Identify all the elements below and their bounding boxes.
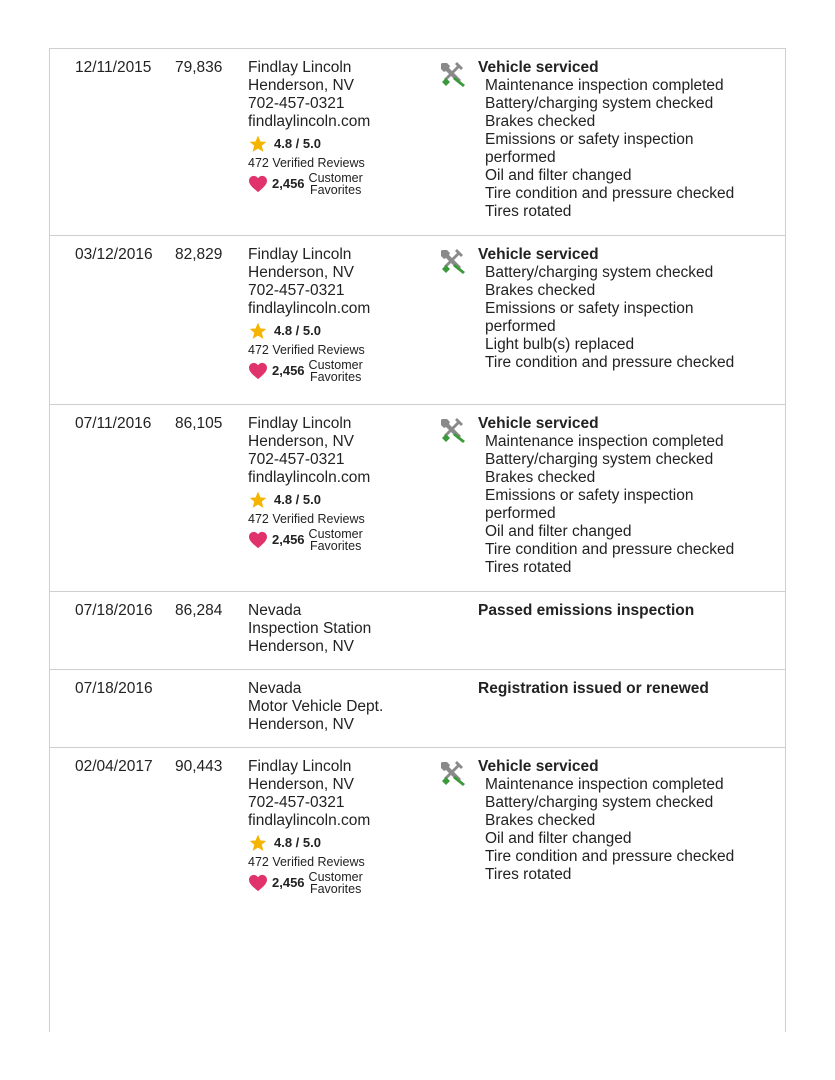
record-mileage: 86,284	[175, 602, 223, 619]
customer-favorites	[248, 871, 423, 895]
favorites-label-line: Customer	[308, 527, 363, 541]
record-detail-item: Emissions or safety inspection	[485, 300, 694, 317]
rating	[248, 135, 423, 153]
wrench-screwdriver-icon	[437, 415, 467, 445]
source-line: Nevada	[248, 602, 302, 619]
source-line: Henderson, NV	[248, 433, 354, 450]
record-row	[50, 405, 785, 592]
record-row	[50, 236, 785, 405]
rating-value: 4.8 / 5.0	[274, 835, 321, 850]
favorites-label-line: Favorites	[309, 183, 362, 197]
rating	[248, 834, 423, 852]
record-row	[50, 670, 785, 748]
record-detail-item: Tire condition and pressure checked	[485, 848, 735, 865]
source-line: 702-457-0321	[248, 451, 345, 468]
customer-favorites	[248, 528, 423, 552]
record-date: 07/11/2016	[75, 415, 152, 432]
verified-reviews: 472 Verified Reviews	[248, 156, 365, 170]
rating	[248, 491, 423, 509]
record-detail-item: Tires rotated	[485, 203, 572, 220]
record-title: Vehicle serviced	[478, 246, 599, 263]
heart-icon	[248, 874, 268, 892]
record-row	[50, 748, 785, 914]
record-details	[478, 680, 768, 698]
record-title: Vehicle serviced	[478, 415, 599, 432]
record-date: 12/11/2015	[75, 59, 152, 76]
source-line: findlaylincoln.com	[248, 812, 371, 829]
favorites-label-line: Favorites	[309, 539, 362, 553]
source-line: Henderson, NV	[248, 638, 354, 655]
source-line: Findlay Lincoln	[248, 59, 352, 76]
record-title: Passed emissions inspection	[478, 602, 695, 619]
record-detail-item: Battery/charging system checked	[485, 794, 714, 811]
record-date: 03/12/2016	[75, 246, 153, 263]
record-detail-item: Tire condition and pressure checked	[485, 354, 735, 371]
source-line: Findlay Lincoln	[248, 246, 352, 263]
rating-value: 4.8 / 5.0	[274, 136, 321, 151]
heart-icon	[248, 531, 268, 549]
source-line: Findlay Lincoln	[248, 758, 352, 775]
rating-value: 4.8 / 5.0	[274, 492, 321, 507]
favorites-label-line: Favorites	[309, 370, 362, 384]
record-detail-item: Oil and filter changed	[485, 523, 632, 540]
rating	[248, 322, 423, 340]
wrench-screwdriver-icon	[437, 758, 467, 788]
record-source	[248, 670, 423, 734]
record-detail-item: Light bulb(s) replaced	[485, 336, 635, 353]
record-details	[478, 415, 768, 577]
source-line: Henderson, NV	[248, 77, 354, 94]
record-title: Vehicle serviced	[478, 59, 599, 76]
verified-reviews: 472 Verified Reviews	[248, 343, 365, 357]
rating-value: 4.8 / 5.0	[274, 323, 321, 338]
record-detail-item: performed	[485, 505, 556, 522]
record-title: Registration issued or renewed	[478, 680, 709, 697]
record-source	[248, 405, 423, 552]
favorites-label	[309, 359, 363, 383]
source-line: findlaylincoln.com	[248, 113, 371, 130]
record-detail-item: Oil and filter changed	[485, 167, 632, 184]
wrench-screwdriver-icon	[437, 246, 467, 276]
verified-reviews: 472 Verified Reviews	[248, 512, 365, 526]
record-detail-item: Maintenance inspection completed	[485, 77, 724, 94]
record-source	[248, 748, 423, 895]
source-line: Nevada	[248, 680, 302, 697]
star-icon	[248, 134, 268, 154]
star-icon	[248, 321, 268, 341]
favorites-label	[309, 172, 363, 196]
record-detail-item: Emissions or safety inspection	[485, 487, 694, 504]
record-title: Vehicle serviced	[478, 758, 599, 775]
favorites-label	[309, 871, 363, 895]
favorites-count: 2,456	[272, 363, 305, 378]
record-detail-item: performed	[485, 318, 556, 335]
record-detail-item: Brakes checked	[485, 113, 596, 130]
record-detail-item: Tire condition and pressure checked	[485, 185, 735, 202]
source-line: findlaylincoln.com	[248, 300, 371, 317]
record-detail-item: Battery/charging system checked	[485, 264, 714, 281]
source-line: Henderson, NV	[248, 716, 354, 733]
source-line: Findlay Lincoln	[248, 415, 352, 432]
record-mileage: 86,105	[175, 415, 223, 432]
record-details	[478, 602, 768, 620]
wrench-screwdriver-icon	[437, 59, 467, 89]
record-details	[478, 246, 768, 372]
source-line: Henderson, NV	[248, 776, 354, 793]
record-detail-item: performed	[485, 149, 556, 166]
record-row	[50, 49, 785, 236]
source-line: 702-457-0321	[248, 282, 345, 299]
favorites-label-line: Customer	[308, 171, 363, 185]
source-line: Motor Vehicle Dept.	[248, 698, 384, 715]
record-detail-item: Tire condition and pressure checked	[485, 541, 735, 558]
star-icon	[248, 490, 268, 510]
heart-icon	[248, 362, 268, 380]
record-details	[478, 59, 768, 221]
favorites-count: 2,456	[272, 176, 305, 191]
record-source	[248, 592, 423, 656]
record-detail-item: Battery/charging system checked	[485, 451, 714, 468]
record-date: 07/18/2016	[75, 680, 153, 697]
record-detail-item: Maintenance inspection completed	[485, 776, 724, 793]
record-date: 07/18/2016	[75, 602, 153, 619]
record-mileage: 82,829	[175, 246, 223, 263]
record-detail-item: Brakes checked	[485, 469, 596, 486]
customer-favorites	[248, 359, 423, 383]
record-detail-item: Maintenance inspection completed	[485, 433, 724, 450]
star-icon	[248, 833, 268, 853]
record-detail-item: Tires rotated	[485, 866, 572, 883]
favorites-label-line: Customer	[308, 358, 363, 372]
source-line: findlaylincoln.com	[248, 469, 371, 486]
service-history-table	[50, 49, 785, 914]
record-mileage: 90,443	[175, 758, 223, 775]
verified-reviews: 472 Verified Reviews	[248, 855, 365, 869]
favorites-label-line: Favorites	[309, 882, 362, 896]
customer-favorites	[248, 172, 423, 196]
record-detail-item: Brakes checked	[485, 812, 596, 829]
record-detail-item: Oil and filter changed	[485, 830, 632, 847]
source-line: 702-457-0321	[248, 794, 345, 811]
record-detail-item: Emissions or safety inspection	[485, 131, 694, 148]
record-source	[248, 49, 423, 196]
record-row	[50, 592, 785, 670]
record-source	[248, 236, 423, 383]
record-date: 02/04/2017	[75, 758, 153, 775]
record-detail-item: Brakes checked	[485, 282, 596, 299]
source-line: Henderson, NV	[248, 264, 354, 281]
record-detail-item: Tires rotated	[485, 559, 572, 576]
heart-icon	[248, 175, 268, 193]
favorites-count: 2,456	[272, 875, 305, 890]
record-mileage: 79,836	[175, 59, 223, 76]
source-line: Inspection Station	[248, 620, 372, 637]
frame-right-border	[785, 48, 786, 1032]
source-line: 702-457-0321	[248, 95, 345, 112]
record-detail-item: Battery/charging system checked	[485, 95, 714, 112]
favorites-label-line: Customer	[308, 870, 363, 884]
favorites-label	[309, 528, 363, 552]
record-details	[478, 758, 768, 884]
favorites-count: 2,456	[272, 532, 305, 547]
